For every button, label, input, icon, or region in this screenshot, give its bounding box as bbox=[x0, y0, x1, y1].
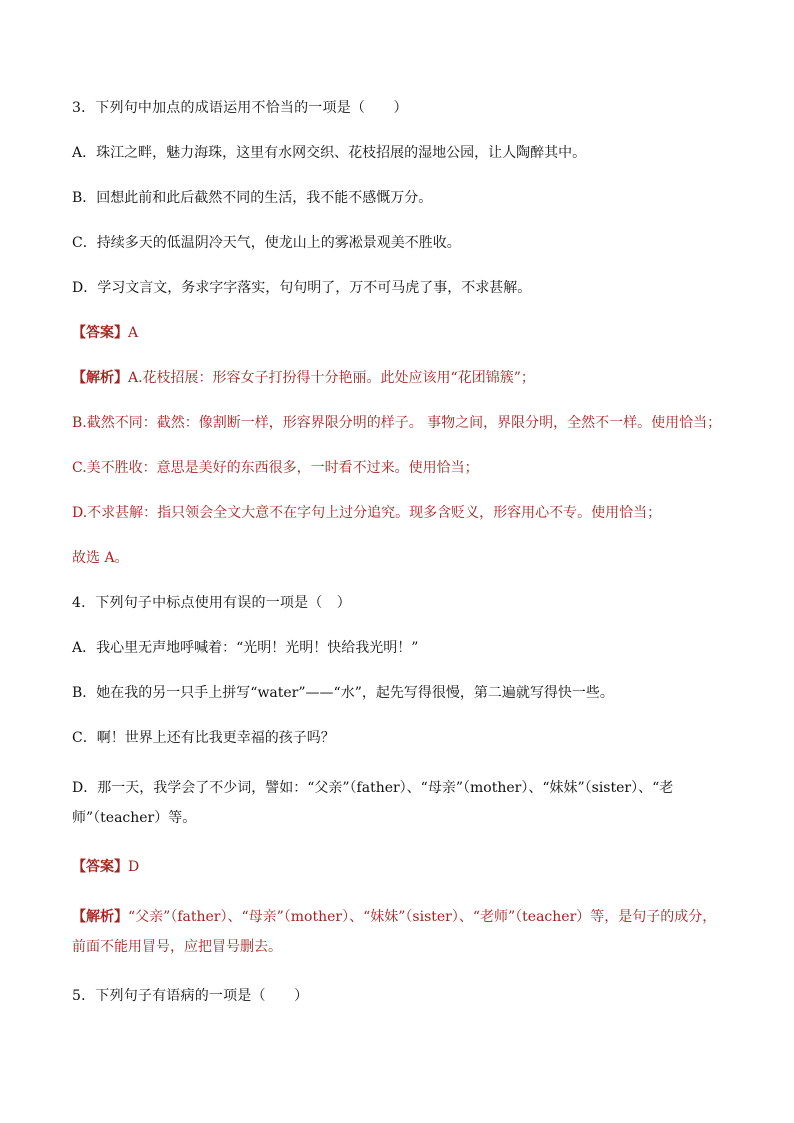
q4-option-b: B．她在我的另一只手上拼写“water”——“水”，起先写得很慢，第二遍就写得快一些。 bbox=[72, 685, 614, 701]
q3-option-a: A．珠江之畔，魅力海珠，这里有水网交织、花枝招展的湿地公园，让人陶醉其中。 bbox=[72, 145, 587, 161]
q4-option-a: A．我心里无声地呼喊着：“光明！光明！快给我光明！” bbox=[72, 640, 419, 656]
q4-option-c: C．啊！世界上还有比我更幸福的孩子吗？ bbox=[72, 730, 335, 746]
q3-analysis-b: B.截然不同：截然：像割断一样，形容界限分明的样子。 事物之间，界限分明，全然不一样。使用恰当； bbox=[72, 415, 722, 431]
analysis-text: A.花枝招展：形容女子打扮得十分艳丽。此处应该用“花团锦簇”； bbox=[128, 370, 535, 386]
q3-analysis-c: C.美不胜收：意思是美好的东西很多，一时看不过来。使用恰当； bbox=[72, 460, 479, 476]
analysis-text: “父亲”（father）、“母亲”（mother）、“妹妹”（sister）、“老师”（teacher）等，是句子的成分，前面不能用冒号，应把冒号删去。 bbox=[72, 909, 717, 955]
q4-option-d: D．那一天，我学会了不少词，譬如：“父亲”（father）、“母亲”（mother）、“妹妹”（sister）、“老师”（teacher）等。 bbox=[72, 780, 674, 826]
q3-conclusion: 故选 A。 bbox=[72, 550, 129, 566]
document-page bbox=[72, 98, 722, 1031]
answer-label: 【答案】 bbox=[72, 859, 128, 875]
q3-analysis-a bbox=[72, 368, 722, 389]
q3-option-b: B．回想此前和此后截然不同的生活，我不能不感慨万分。 bbox=[72, 190, 433, 206]
q4-stem: 4．下列句子中标点使用有误的一项是（ ） bbox=[72, 595, 351, 611]
q4-analysis bbox=[72, 902, 722, 962]
analysis-label: 【解析】 bbox=[72, 370, 128, 386]
q4-answer bbox=[72, 857, 722, 878]
q3-option-d: D．学习文言文，务求字字落实，句句明了，万不可马虎了事，不求甚解。 bbox=[72, 280, 532, 296]
analysis-label: 【解析】 bbox=[72, 909, 128, 925]
q3-answer bbox=[72, 323, 722, 344]
answer-value: A bbox=[128, 325, 139, 341]
answer-value: D bbox=[128, 859, 140, 875]
q3-stem: 3．下列句中加点的成语运用不恰当的一项是（ ） bbox=[72, 100, 408, 116]
answer-label: 【答案】 bbox=[72, 325, 128, 341]
q5-stem: 5．下列句子有语病的一项是（ ） bbox=[72, 988, 309, 1004]
q3-option-c: C．持续多天的低温阴冷天气，使龙山上的雾凇景观美不胜收。 bbox=[72, 235, 461, 251]
q3-analysis-d: D.不求甚解：指只领会全文大意不在字句上过分追究。现多含贬义，形容用心不专。使用恰当； bbox=[72, 505, 662, 521]
